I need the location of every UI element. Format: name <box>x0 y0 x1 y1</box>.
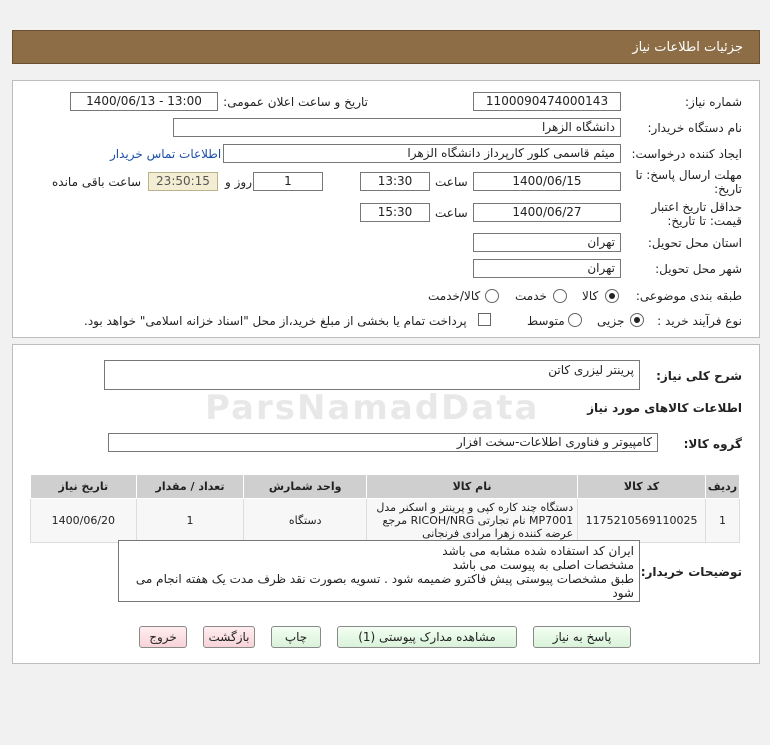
category-radio-both[interactable] <box>485 289 499 303</box>
category-option-both: کالا/خدمت <box>428 289 481 303</box>
need-number-field: 1100090474000143 <box>473 92 621 111</box>
goods-group-field: کامپیوتر و فناوری اطلاعات-سخت افزار <box>108 433 658 452</box>
page-header <box>12 30 760 64</box>
days-field: 1 <box>253 172 323 191</box>
col-index-header: ردیف <box>705 475 739 499</box>
province-field: تهران <box>473 233 621 252</box>
category-radio-service[interactable] <box>553 289 567 303</box>
need-summary-field: پرینتر لیزری کاتن <box>104 360 640 390</box>
exit-button[interactable]: خروج <box>139 626 187 648</box>
buyer-note-line: مشخصات اصلی به پیوست می باشد <box>452 558 634 572</box>
row-qty: 1 <box>136 499 244 543</box>
treasury-payment-checkbox[interactable] <box>478 313 491 326</box>
validity-date-field: 1400/06/27 <box>473 203 621 222</box>
reply-time-field: 13:30 <box>360 172 430 191</box>
process-option-medium: متوسط <box>527 314 565 328</box>
category-option-goods: کالا <box>582 289 599 303</box>
back-button[interactable]: بازگشت <box>203 626 255 648</box>
goods-group-label: گروه کالا: <box>683 437 742 451</box>
need-summary-label: شرح کلی نیاز: <box>656 369 742 383</box>
col-name-header: نام کالا <box>366 475 577 499</box>
province-label: استان محل تحویل: <box>647 236 742 250</box>
announce-field: 1400/06/13 - 13:00 <box>70 92 218 111</box>
remaining-label: ساعت باقی مانده <box>52 175 142 189</box>
reply-date-field: 1400/06/15 <box>473 172 621 191</box>
remaining-time-field: 23:50:15 <box>148 172 218 191</box>
validity-time-field: 15:30 <box>360 203 430 222</box>
process-radio-minor[interactable] <box>630 313 644 327</box>
col-unit-header: واحد شمارش <box>244 475 367 499</box>
treasury-payment-note: پرداخت تمام یا بخشی از مبلغ خرید،از محل "اسناد خزانه اسلامی" خواهد بود. <box>84 314 467 328</box>
buyer-note-line: طبق مشخصات پیوستی پیش فاکترو ضمیمه شود . تسویه بصورت نقد ظرف مدت یک هفته انجام می شود <box>135 572 634 600</box>
category-label: طبقه بندی موضوعی: <box>635 289 742 303</box>
category-option-service: خدمت <box>515 289 547 303</box>
days-label: روز و <box>225 175 252 189</box>
row-code: 1175210569110025 <box>578 499 706 543</box>
reply-button[interactable]: پاسخ به نیاز <box>533 626 631 648</box>
goods-info-title: اطلاعات کالاهای مورد نیاز <box>587 401 742 415</box>
table-header-row <box>31 475 740 499</box>
buyer-note-line: ایران کد استفاده شده مشابه می باشد <box>442 544 634 558</box>
process-radio-medium[interactable] <box>568 313 582 327</box>
col-date-header: تاریخ نیاز <box>31 475 137 499</box>
validity-label-2: قیمت: تا تاریخ: <box>667 214 742 228</box>
col-code-header: کد کالا <box>578 475 706 499</box>
print-button[interactable]: چاپ <box>271 626 321 648</box>
view-attachments-button[interactable]: مشاهده مدارک پیوستی (1) <box>337 626 517 648</box>
items-table <box>30 474 740 543</box>
city-label: شهر محل تحویل: <box>655 262 742 276</box>
row-date: 1400/06/20 <box>31 499 137 543</box>
buyer-notes-box <box>118 540 640 602</box>
need-number-label: شماره نیاز: <box>685 95 742 109</box>
row-name: دستگاه چند کاره کپی و پرینتر و اسکنر مدل MP7001 نام تجارتی RICOH/NRG مرجع عرضه کننده زهرا مرادی فرنجانی <box>366 499 577 543</box>
process-option-minor: جزیی <box>597 314 625 328</box>
reply-time-label: ساعت <box>435 175 468 189</box>
creator-label: ایجاد کننده درخواست: <box>631 147 742 161</box>
category-radio-goods[interactable] <box>605 289 619 303</box>
city-field: تهران <box>473 259 621 278</box>
buyer-contact-link[interactable]: اطلاعات تماس خریدار <box>110 147 222 161</box>
reply-deadline-label: مهلت ارسال پاسخ: تا <box>635 168 742 182</box>
col-qty-header: تعداد / مقدار <box>136 475 244 499</box>
row-unit: دستگاه <box>244 499 367 543</box>
row-index: 1 <box>705 499 739 543</box>
announce-label: تاریخ و ساعت اعلان عمومی: <box>223 95 368 109</box>
creator-field: میثم قاسمی کلور کارپرداز دانشگاه الزهرا <box>223 144 621 163</box>
validity-label: حداقل تاریخ اعتبار <box>651 200 742 214</box>
buyer-org-field: دانشگاه الزهرا <box>173 118 621 137</box>
reply-deadline-label-2: تاریخ: <box>714 182 742 196</box>
buyer-notes-label: توضیحات خریدار: <box>640 565 742 579</box>
validity-time-label: ساعت <box>435 206 468 220</box>
page-title: جزئيات اطلاعات نياز <box>632 39 743 55</box>
table-row <box>31 499 740 543</box>
process-label: نوع فرآیند خرید : <box>657 314 742 328</box>
buyer-org-label: نام دستگاه خریدار: <box>647 121 742 135</box>
